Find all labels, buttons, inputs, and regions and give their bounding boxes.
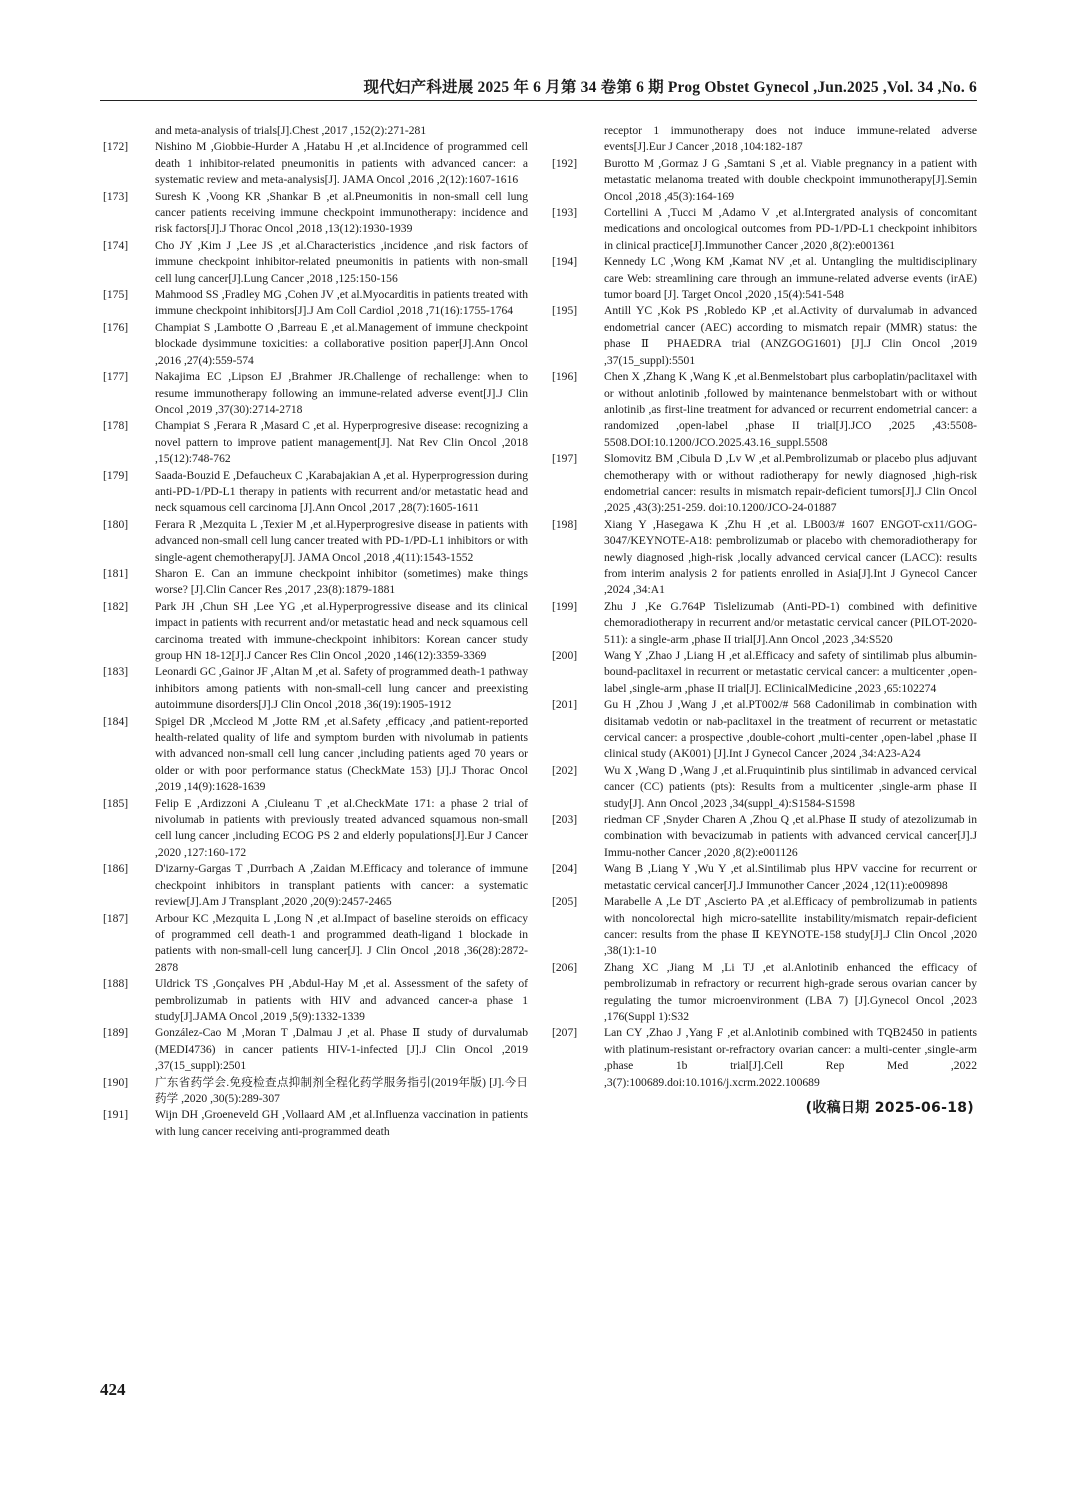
reference-text: Gu H ,Zhou J ,Wang J ,et al.PT002/# 568 Cadonilimab in combination with disitamab vedotin or nab-paclitaxel in the treatment of recurrent or metastatic cervical cancer: a prospective ,double-cohort ,multi-center ,open-label ,phase II clinical study (AK001) [J].Int J Gynecol Cancer ,2024 ,34:A23-A24 [604, 698, 977, 761]
reference-number: [173] [103, 189, 129, 203]
reference-text: Nakajima EC ,Lipson EJ ,Brahmer JR.Challenge of rechallenge: when to resume immunotherapy following an immune-related adverse event[J].J Clin Oncol ,2019 ,37(30):2714-2718 [155, 370, 528, 416]
reference-item [103, 1025, 528, 1074]
right-column [552, 123, 977, 1117]
reference-text: Champiat S ,Ferara R ,Masard C ,et al. Hyperprogresive disease: recognizing a novel pattern to improve patient management[J]. Nat Rev Clin Oncol ,2018 ,15(12):748-762 [155, 419, 528, 466]
reference-number: [202] [552, 763, 578, 777]
header-rule [100, 100, 977, 101]
reference-text: Uldrick TS ,Gonçalves PH ,Abdul-Hay M ,et al. Assessment of the safety of pembrolizumab in patients with HIV and advanced cancer-a phase 1 study[J].JAMA Oncol ,2019 ,5(9):1332-1339 [155, 977, 528, 1023]
reference-number: [172] [103, 140, 129, 154]
reference-number: [198] [552, 517, 578, 531]
reference-item [552, 763, 977, 812]
reference-text: Chen X ,Zhang K ,Wang K ,et al.Benmelstobart plus carboplatin/paclitaxel with or without anlotinib ,followed by maintenance benmelstobart with or without anlotinib ,as first-line treatment for advanced or recurrent endometrial cancer: a randomized ,open-label ,phase II trial[J].JCO ,2025 ,43:5508-5508.DOI:10.1200/JCO.2025.43.16_suppl.5508 [604, 370, 977, 449]
reference-number: [179] [103, 468, 129, 482]
reference-number: [177] [103, 370, 129, 384]
reference-number: [182] [103, 599, 129, 613]
reference-number: [195] [552, 304, 578, 318]
reference-text: Lan CY ,Zhao J ,Yang F ,et al.Anlotinib combined with TQB2450 in patients with platinum-resistant or-refractory ovarian cancer: a multi-center ,single-arm ,phase 1b trial[J].Cell Rep Med ,2022 ,3(7):100689.doi:10.1016/j.xcrm.2022.100689 [604, 1026, 977, 1089]
reference-continuation: and meta-analysis of trials[J].Chest ,2017 ,152(2):271-281 [155, 124, 427, 137]
reference-text: Mahmood SS ,Fradley MG ,Cohen JV ,et al.Myocarditis in patients treated with immune checkpoint inhibitors[J].J Am Coll Cardiol ,2018 ,71(16):1755-1764 [155, 288, 528, 318]
reference-text: Zhang XC ,Jiang M ,Li TJ ,et al.Anlotinib enhanced the efficacy of pembrolizumab in refractory or recurrent high-grade serous ovarian cancer by regulating the tumor microenvironment (LBA 7) [J].Gynecol Oncol ,2023 ,176(Suppl 1):S32 [604, 960, 977, 1023]
reference-item [103, 599, 528, 665]
reference-text: Champiat S ,Lambotte O ,Barreau E ,et al.Management of immune checkpoint blockade dysimmune toxicities: a collaborative position paper[J].Ann Oncol ,2016 ,27(4):559-574 [155, 320, 528, 367]
reference-number: [199] [552, 599, 578, 613]
reference-item [103, 320, 528, 369]
reference-item [103, 139, 528, 188]
reference-number: [196] [552, 370, 578, 384]
reference-item [552, 648, 977, 697]
reference-text: Kennedy LC ,Wong KM ,Kamat NV ,et al. Untangling the multidisciplinary care Web: streamlining care through an immune-related adverse events (irAE) tumor board [J]. Target Oncol ,2020 ,15(4):541-548 [604, 255, 977, 302]
reference-item [552, 960, 977, 1026]
reference-text: Cho JY ,Kim J ,Lee JS ,et al.Characteristics ,incidence ,and risk factors of immune checkpoint inhibitor-related pneumonitis in patients with non-small cell lung cancer[J].Lung Cancer ,2018 ,125:150-156 [155, 238, 528, 285]
reference-text: riedman CF ,Snyder Charen A ,Zhou Q ,et al.Phase Ⅱ study of atezolizumab in combination with bevacizumab in patients with advanced cervical cancer[J].J Immu-nother Cancer ,2020 ,8(2):e001126 [604, 813, 977, 859]
page-number: 424 [100, 1380, 126, 1399]
reference-text: Slomovitz BM ,Cibula D ,Lv W ,et al.Pembrolizumab or placebo plus adjuvant chemotherapy with or without radiotherapy for newly diagnosed ,high-risk endometrial cancer: results in mismatch repair-deficient tumors[J].J Clin Oncol ,2025 ,43(3):251-259. doi:10.1200/JCO-24-01887 [604, 452, 977, 515]
reference-number: [207] [552, 1026, 578, 1040]
reference-item [552, 861, 977, 894]
reference-text: Xiang Y ,Hasegawa K ,Zhu H ,et al. LB003/# 1607 ENGOT-cx11/GOG-3047/KEYNOTE-A18: pembrolizumab or placebo with chemoradiotherapy for newly diagnosed ,high-risk ,locally advanced cervical cancer (LACC): results from interim analysis 2 for patients enrolled in Asia[J].Int J Gynecol Cancer ,2024 ,34:A1 [604, 517, 977, 597]
reference-text: Burotto M ,Gormaz J G ,Samtani S ,et al. Viable pregnancy in a patient with metastatic melanoma treated with double checkpoint immunotherapy[J].Semin Oncol ,2018 ,45(3):164-169 [604, 156, 977, 203]
reference-text: Sharon E. Can an immune checkpoint inhibitor (sometimes) make things worse? [J].Clin Cancer Res ,2017 ,23(8):1879-1881 [155, 566, 528, 597]
reference-text: González-Cao M ,Moran T ,Dalmau J ,et al. Phase Ⅱ study of durvalumab (MEDI4736) in cancer patients HIV-1-infected [J].J Clin Oncol ,2019 ,37(15_suppl):2501 [155, 1026, 528, 1073]
reference-item [552, 254, 977, 303]
reference-number: [190] [103, 1075, 129, 1089]
reference-text: Felip E ,Ardizzoni A ,Ciuleanu T ,et al.CheckMate 171: a phase 2 trial of nivolumab in patients with previously treated advanced squamous non-small cell lung cancer ,including ECOG PS 2 and elderly populations[J].Eur J Cancer ,2020 ,127:160-172 [155, 796, 528, 859]
reference-item [103, 189, 528, 238]
reference-item [552, 517, 977, 599]
reference-list-right [552, 156, 977, 1091]
reference-text: D'izarny-Gargas T ,Durrbach A ,Zaidan M.Efficacy and tolerance of immune checkpoint inhibitors in transplant patients with cancer: a systematic review[J].Am J Transplant ,2020 ,20(9):2457-2465 [155, 862, 528, 909]
reference-number: [176] [103, 320, 129, 334]
reference-number: [194] [552, 255, 578, 269]
reference-number: [174] [103, 238, 129, 252]
reference-item [103, 796, 528, 862]
reference-text: Wijn DH ,Groeneveld GH ,Vollaard AM ,et al.Influenza vaccination in patients with lung cancer receiving anti-programmed death [155, 1108, 528, 1138]
reference-item [103, 418, 528, 467]
reference-text: Saada-Bouzid E ,Defaucheux C ,Karabajakian A ,et al. Hyperprogression during anti-PD-1/PD-L1 therapy in patients with recurrent and/or metastatic head and neck squamous cell carcinoma [J].Ann Oncol ,2017 ,28(7):1605-1611 [155, 468, 528, 515]
reference-item [103, 664, 528, 713]
reference-item [103, 287, 528, 320]
reference-item [552, 1025, 977, 1091]
reference-number: [204] [552, 862, 578, 876]
left-column [103, 123, 528, 1140]
reference-text: Marabelle A ,Le DT ,Ascierto PA ,et al.Efficacy of pembrolizumab in patients with noncolorectal high micro-satellite instability/mismatch repair-deficient cancer: results from the phase Ⅱ KEYNOTE-158 study[J].J Clin Oncol ,2020 ,38(1):1-10 [604, 895, 977, 958]
reference-continuation: receptor 1 immunotherapy does not induce immune-related adverse events[J].Eur J Cancer ,2018 ,104:182-187 [604, 124, 977, 154]
reference-text: Nishino M ,Giobbie-Hurder A ,Hatabu H ,et al.Incidence of programmed cell death 1 inhibitor-related pneumonitis in patients with advanced cancer: a systematic review and meta-analysis[J]. JAMA Oncol ,2016 ,2(12):1607-1616 [155, 140, 528, 187]
reference-number: [175] [103, 288, 129, 302]
reference-item [552, 451, 977, 517]
reference-item [103, 238, 528, 287]
reference-number: [184] [103, 714, 129, 728]
reference-item [552, 894, 977, 960]
reference-number: [205] [552, 895, 578, 909]
reference-item [552, 697, 977, 763]
reference-item [103, 911, 528, 977]
reference-number: [187] [103, 911, 129, 925]
reference-number: [183] [103, 665, 129, 679]
reference-text: Wu X ,Wang D ,Wang J ,et al.Fruquintinib plus sintilimab in advanced cervical cancer (CC) patients (pts): Results from a multicenter ,single-arm phase II study[J]. Ann Oncol ,2023 ,34(suppl_4):S1584-S1598 [604, 763, 977, 810]
reference-text: Ferara R ,Mezquita L ,Texier M ,et al.Hyperprogresive disease in patients with advanced non-small cell lung cancer treated with PD-1/PD-L1 inhibitors or with single-agent chemotherapy[J]. JAMA Oncol ,2018 ,4(11):1543-1552 [155, 517, 528, 564]
reference-list-left [103, 139, 528, 1140]
reference-text: 广东省药学会.免疫检查点抑制剂全程化药学服务指引(2019年版) [J].今日药学 ,2020 ,30(5):289-307 [155, 1075, 528, 1105]
reference-text: Leonardi GC ,Gainor JF ,Altan M ,et al. Safety of programmed death-1 pathway inhibitors among patients with non-small-cell lung cancer and preexisting autoimmune disorders[J].J Clin Oncol ,2018 ,36(19):1905-1912 [155, 665, 528, 712]
reference-number: [203] [552, 813, 578, 827]
reference-item [103, 1075, 528, 1108]
reference-number: [185] [103, 796, 129, 810]
reference-text: Park JH ,Chun SH ,Lee YG ,et al.Hyperprogressive disease and its clinical impact in patients with recurrent and/or metastatic head and neck squamous cell carcinoma treated with immune-checkpoint inhibitors: Korean cancer study group HN 18-12[J].J Cancer Res Clin Oncol ,2020 ,146(12):3359-3369 [155, 599, 528, 662]
reference-item [103, 517, 528, 566]
reference-item [552, 156, 977, 205]
reference-text: Arbour KC ,Mezquita L ,Long N ,et al.Impact of baseline steroids on efficacy of programmed cell death-1 and programmed death-ligand 1 blockade in patients with non-small-cell lung cancer[J]. J Clin Oncol ,2018 ,36(28):2872-2878 [155, 911, 528, 974]
reference-number: [181] [103, 566, 129, 580]
reference-item [552, 369, 977, 451]
reference-number: [178] [103, 419, 129, 433]
reference-text: Suresh K ,Voong KR ,Shankar B ,et al.Pneumonitis in non-small cell lung cancer patients receiving immune checkpoint immunotherapy: incidence and risk factors[J].J Thorac Oncol ,2018 ,13(12):1930-1939 [155, 189, 528, 236]
reference-item [103, 566, 528, 599]
reference-text: Zhu J ,Ke G.764P Tislelizumab (Anti-PD-1) combined with definitive chemoradiotherapy in recurrent and/or metastatic cervical cancer (PILOT-2020-511): a single-arm ,phase II trial[J].Ann Oncol ,2023 ,34:S520 [604, 599, 977, 646]
reference-text: Wang Y ,Zhao J ,Liang H ,et al.Efficacy and safety of sintilimab plus albumin-bound-paclitaxel in recurrent or metastatic cervical cancer: a multicenter ,open-label ,single-arm ,phase II trial[J]. EClinicalMedicine ,2023 ,65:102274 [604, 649, 977, 695]
reference-item [103, 1107, 528, 1140]
reference-text: Cortellini A ,Tucci M ,Adamo V ,et al.Intergrated analysis of concomitant medications and oncological outcomes from PD-1/PD-L1 checkpoint inhibitors in clinical practice[J].Immunother Cancer ,2020 ,8(2):e001361 [604, 206, 977, 252]
reference-item [552, 599, 977, 648]
reference-item [103, 369, 528, 418]
reference-item [103, 468, 528, 517]
reference-number: [200] [552, 649, 578, 662]
reference-number: [193] [552, 206, 578, 220]
reference-item [552, 812, 977, 861]
reference-number: [197] [552, 452, 578, 466]
received-date: (收稿日期 2025-06-18) [805, 1099, 974, 1116]
reference-number: [191] [103, 1108, 129, 1122]
reference-number: [206] [552, 960, 578, 974]
reference-number: [188] [103, 977, 129, 991]
reference-text: Wang B ,Liang Y ,Wu Y ,et al.Sintilimab plus HPV vaccine for recurrent or metastatic cervical cancer[J].J Immunother Cancer ,2024 ,12(11):e009898 [604, 862, 977, 892]
reference-item [552, 303, 977, 369]
reference-text: Antill YC ,Kok PS ,Robledo KP ,et al.Activity of durvalumab in advanced endometrial cancer (AEC) according to mismatch repair (MMR) status: the phase Ⅱ PHAEDRA trial (ANZGOG1601) [J].J Clin Oncol ,2019 ,37(15_suppl):5501 [604, 304, 977, 367]
reference-number: [189] [103, 1026, 129, 1040]
running-header: 现代妇产科进展 2025 年 6 月第 34 卷第 6 期 Prog Obstet Gynecol ,Jun.2025 ,Vol. 34 ,No. 6 [363, 79, 977, 96]
reference-item [103, 976, 528, 1025]
reference-item [103, 714, 528, 796]
reference-item [103, 861, 528, 910]
reference-item [552, 205, 977, 254]
reference-number: [180] [103, 517, 129, 531]
reference-number: [186] [103, 862, 129, 876]
reference-number: [201] [552, 698, 578, 712]
reference-text: Spigel DR ,Mccleod M ,Jotte RM ,et al.Safety ,efficacy ,and patient-reported health-related quality of life and symptom burden with nivolumab in patients with advanced non-small cell lung cancer ,including patients aged 70 years or older or with poor performance status (CheckMate 153) [J].J Thorac Oncol ,2019 ,14(9):1628-1639 [155, 714, 528, 794]
reference-number: [192] [552, 156, 578, 170]
